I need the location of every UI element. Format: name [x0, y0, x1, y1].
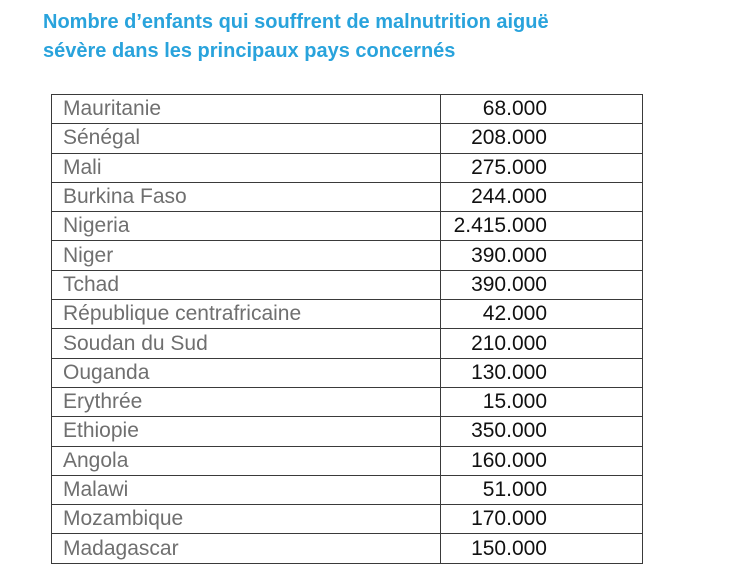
malnutrition-table — [51, 94, 643, 564]
country-cell: Ethiopie — [52, 417, 441, 446]
value-cell: 15.000 — [441, 387, 643, 416]
country-cell: Nigeria — [52, 212, 441, 241]
country-cell: Angola — [52, 446, 441, 475]
value-cell: 390.000 — [441, 241, 643, 270]
table-row — [52, 300, 643, 329]
value-cell: 130.000 — [441, 358, 643, 387]
country-cell: République centrafricaine — [52, 300, 441, 329]
country-cell: Burkina Faso — [52, 182, 441, 211]
country-cell: Ouganda — [52, 358, 441, 387]
value-cell: 210.000 — [441, 329, 643, 358]
title-line-2: sévère dans les principaux pays concernés — [43, 40, 456, 62]
table-row — [52, 182, 643, 211]
value-cell: 275.000 — [441, 153, 643, 182]
table-row — [52, 417, 643, 446]
value-cell: 42.000 — [441, 300, 643, 329]
table-title — [43, 8, 723, 66]
table-row — [52, 475, 643, 504]
table-row — [52, 329, 643, 358]
country-cell: Tchad — [52, 270, 441, 299]
table-row — [52, 270, 643, 299]
value-cell: 51.000 — [441, 475, 643, 504]
table-row — [52, 534, 643, 563]
value-cell: 68.000 — [441, 95, 643, 124]
country-cell: Mauritanie — [52, 95, 441, 124]
value-cell: 160.000 — [441, 446, 643, 475]
country-cell: Sénégal — [52, 124, 441, 153]
table-row — [52, 505, 643, 534]
title-line-1: Nombre d’enfants qui souffrent de malnutrition aiguë — [43, 11, 549, 33]
table-row — [52, 358, 643, 387]
value-cell: 390.000 — [441, 270, 643, 299]
country-cell: Soudan du Sud — [52, 329, 441, 358]
value-cell: 2.415.000 — [441, 212, 643, 241]
value-cell: 350.000 — [441, 417, 643, 446]
country-cell: Madagascar — [52, 534, 441, 563]
table-row — [52, 124, 643, 153]
table-row — [52, 153, 643, 182]
country-cell: Malawi — [52, 475, 441, 504]
table-row — [52, 95, 643, 124]
country-cell: Mali — [52, 153, 441, 182]
value-cell: 244.000 — [441, 182, 643, 211]
table-row — [52, 241, 643, 270]
country-cell: Erythrée — [52, 387, 441, 416]
table-row — [52, 212, 643, 241]
table-row — [52, 446, 643, 475]
value-cell: 150.000 — [441, 534, 643, 563]
country-cell: Mozambique — [52, 505, 441, 534]
table-row — [52, 387, 643, 416]
table-body — [52, 95, 643, 564]
value-cell: 170.000 — [441, 505, 643, 534]
country-cell: Niger — [52, 241, 441, 270]
value-cell: 208.000 — [441, 124, 643, 153]
